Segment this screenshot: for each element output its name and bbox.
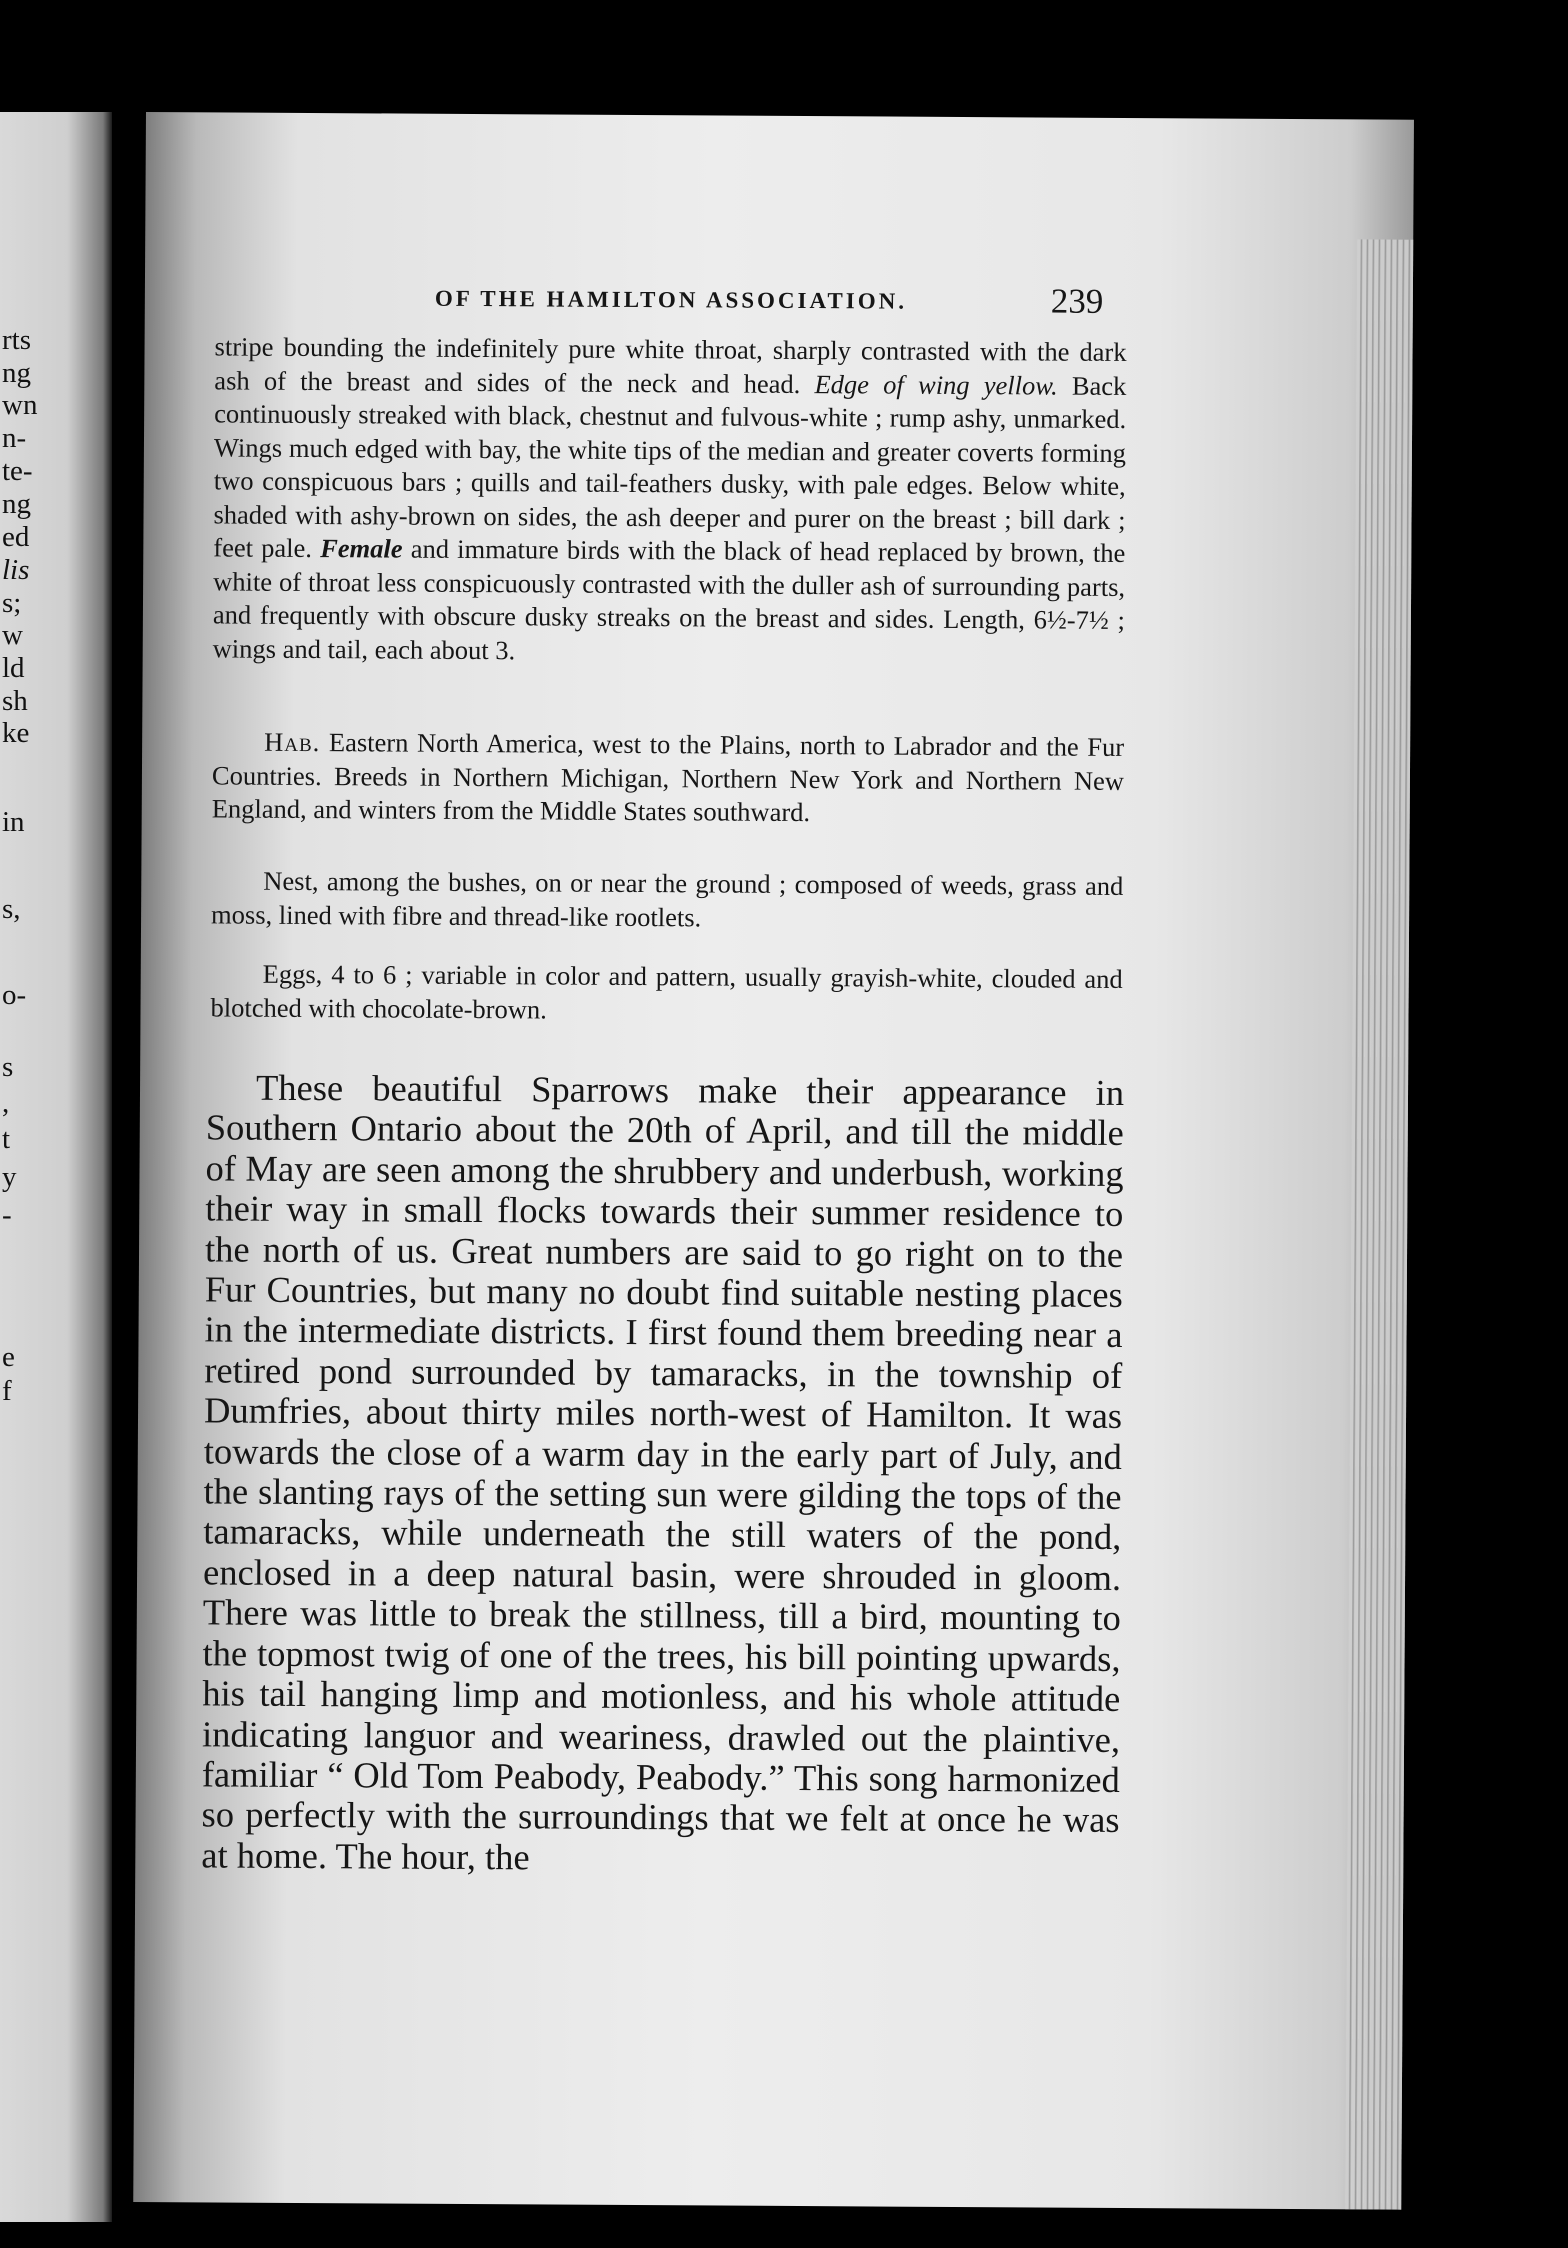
eggs-paragraph: [210, 957, 1122, 1030]
facing-page-edge: [0, 112, 112, 2222]
facing-page-fragment: e: [2, 1341, 15, 1373]
facing-page-fragment: o-: [2, 979, 27, 1011]
habitat-text: Eastern North America, west to the Plains, north to Labrador and the Fur Countries. Breeds in Northern Michigan, Northern New York and Northern New England, and winters from the Middle States southward.: [211, 727, 1125, 828]
narrative-paragraph: [201, 1067, 1124, 1881]
facing-page-fragment: s,: [2, 893, 21, 925]
book-page: [133, 112, 1414, 2210]
facing-page-fragment: n-: [2, 422, 27, 454]
facing-page-fragment: sh: [2, 685, 28, 717]
facing-page-fragment: ld: [2, 652, 25, 684]
facing-page-fragment: -: [2, 1199, 12, 1231]
habitat-paragraph: [212, 725, 1125, 831]
facing-page-fragment: lis: [2, 554, 30, 586]
page-header: [145, 281, 1413, 332]
description-emphasis: Edge of wing yellow.: [814, 368, 1058, 401]
facing-page-fragment: wn: [2, 389, 38, 421]
description-text: and immature birds with the black of head replaced by brown, the white of throat less conspicuously contrasted with the duller ash of surrounding parts, and frequently with obscure dusky streaks on the breast and sides. Length, 6½-7½ ; wings and tail, each about 3.: [212, 533, 1126, 665]
description-text: stripe bounding the indefinitely pure white throat, sharply contrasted with the dark ash of the breast and sides of the neck and head.: [214, 331, 1127, 399]
nest-paragraph: [211, 864, 1123, 937]
facing-page-fragment: ed: [2, 521, 30, 553]
facing-page-fragment: ke: [2, 717, 30, 749]
facing-page-fragment: t: [2, 1123, 11, 1155]
facing-page-fragment: te-: [2, 455, 33, 487]
facing-page-fragment: s: [2, 1051, 14, 1083]
running-head: OF THE HAMILTON ASSOCIATION.: [434, 285, 908, 314]
facing-page-fragment: f: [2, 1375, 12, 1407]
facing-page-fragment: ng: [2, 357, 31, 389]
facing-page-fragment: in: [2, 806, 25, 838]
facing-page-fragment: rts: [2, 324, 31, 356]
nest-text: Nest, among the bushes, on or near the ground ; composed of weeds, grass and moss, lined with fibre and thread-like rootlets.: [211, 865, 1124, 932]
description-text: Back continuously streaked with black, chestnut and fulvous-white ; rump ashy, unmarked. Wings much edged with bay, the white tips of the median and greater coverts forming two conspicuous bars ; quills and tail-feathers dusky, with pale edges. Below white, shaded with ashy-brown on sides, the ash deeper and purer on the breast ; bill dark ; feet pale.: [213, 370, 1127, 564]
habitat-label: Hab.: [264, 726, 321, 758]
page-fore-edge: [1345, 239, 1414, 2209]
facing-page-fragment: ,: [2, 1087, 10, 1119]
facing-page-fragment: ng: [2, 488, 31, 520]
facing-page-fragment: w: [2, 619, 23, 651]
narrative-text: These beautiful Sparrows make their appearance in Southern Ontario about the 20th of April, and till the middle of May are seen among the shrubbery and underbush, working their way in small flocks towards their summer residence to the north of us. Great numbers are said to go right on to the Fur Countries, but many no doubt find suitable nesting places in the intermediate districts. I first found them breeding near a retired pond surrounded by tamaracks, in the township of Dumfries, about thirty miles north-west of Hamilton. It was towards the close of a warm day in the early part of July, and the slanting rays of the setting sun were gilding the tops of the tamaracks, while underneath the still waters of the pond, enclosed in a deep natural basin, were shrouded in gloom. There was little to break the stillness, till a bird, mounting to the topmost twig of one of the trees, his bill pointing upwards, his tail hanging limp and motionless, and his whole attitude indicating languor and weariness, drawled out the plaintive, familiar “ Old Tom Peabody, Peabody.” This song harmonized so perfectly with the surroundings that we felt at once he was at home. The hour, the: [201, 1066, 1125, 1878]
description-emphasis: Female: [320, 533, 403, 564]
facing-page-fragment: y: [2, 1161, 17, 1193]
page-number: 239: [1050, 281, 1104, 321]
species-description: [213, 330, 1127, 671]
facing-page-fragment: s;: [2, 587, 22, 619]
eggs-text: Eggs, 4 to 6 ; variable in color and pattern, usually grayish-white, clouded and blotched with chocolate-brown.: [210, 958, 1123, 1024]
